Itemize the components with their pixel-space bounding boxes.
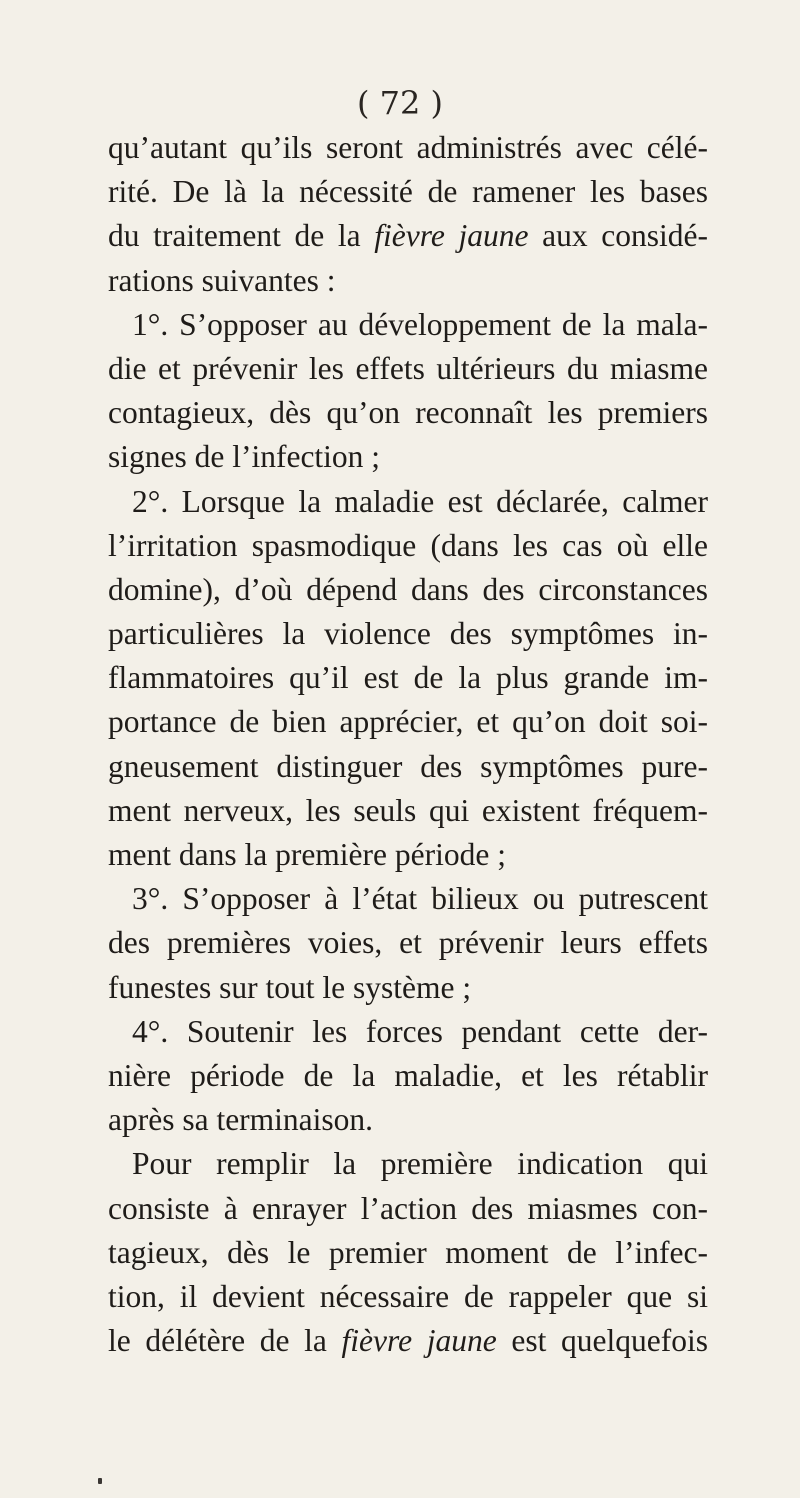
text-line: rations suivantes : (108, 262, 336, 298)
text-line: signes de l’infection ; (108, 439, 381, 475)
text-line: ment dans la première période ; (108, 837, 506, 872)
text-line: die et prévenir les effets ultérieurs du miasme (108, 350, 708, 386)
text-line: 4°. Soutenir les forces pendant cette der- (132, 1013, 708, 1049)
text-line: gneusement distinguer des symptômes pure- (108, 748, 708, 784)
text-line: des premières voies, et prévenir leurs effets (108, 925, 708, 961)
ink-speck (98, 1478, 102, 1484)
text-line: flammatoires qu’il est de la plus grande im- (108, 660, 708, 696)
text-line: funestes sur tout le système ; (108, 969, 472, 1005)
text-line: particulières la violence des symptômes in- (108, 616, 708, 652)
text-line: le délétère de la fièvre jaune est quelquefois (108, 1323, 708, 1359)
body-text (108, 126, 708, 1363)
text-line: tagieux, dès le premier moment de l’infec- (108, 1234, 708, 1270)
text-line: l’irritation spasmodique (dans les cas où elle (108, 527, 708, 563)
text-line: 1°. S’opposer au développement de la mala- (132, 306, 708, 342)
text-line: qu’autant qu’ils seront administrés avec célé- (108, 130, 708, 165)
page-number: ( 72 ) (356, 84, 444, 122)
text-line: consiste à enrayer l’action des miasmes con- (108, 1190, 708, 1226)
text-line: contagieux, dès qu’on reconnaît les premiers (108, 395, 708, 431)
italic-term: fièvre jaune (341, 1323, 497, 1359)
text-line: après sa terminaison. (108, 1102, 374, 1138)
text-line: 3°. S’opposer à l’état bilieux ou putrescent (132, 881, 708, 917)
text-line: nière période de la maladie, et les rétablir (108, 1057, 708, 1093)
italic-term: fièvre jaune (374, 218, 529, 254)
text-line: tion, il devient nécessaire de rappeler que si (108, 1278, 708, 1314)
text-line: portance de bien apprécier, et qu’on doit soi- (108, 704, 708, 740)
text-line: ment nerveux, les seuls qui existent fréquem- (108, 792, 708, 828)
text-line: du traitement de la fièvre jaune aux considé- (108, 218, 708, 254)
text-line: Pour remplir la première indication qui (132, 1146, 708, 1182)
text-line: domine), d’où dépend dans des circonstances (108, 571, 708, 607)
text-line: 2°. Lorsque la maladie est déclarée, calmer (132, 483, 708, 519)
text-line: rité. De là la nécessité de ramener les bases (108, 174, 708, 210)
